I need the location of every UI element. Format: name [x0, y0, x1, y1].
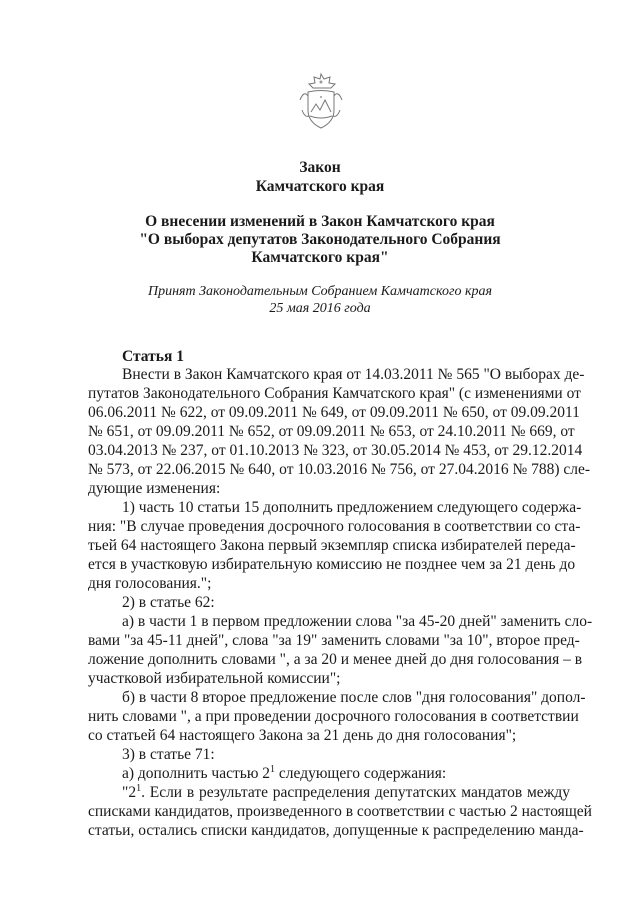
body-line: со статьей 64 настоящего Закона за 21 день до дня голосования"; — [88, 727, 517, 744]
law-subject-line1: О внесении изменений в Закон Камчатского края — [145, 213, 495, 230]
adoption-date: 25 мая 2016 года — [269, 301, 371, 316]
body-line: путатов Законодательного Собрания Камчатского края" (с изменениями от — [88, 385, 581, 402]
body-line: ложение дополнить словами ", а за 20 и менее дней до дня голосования – в — [88, 651, 583, 668]
body-line: участковой избирательной комиссии"; — [88, 670, 341, 687]
body-line: а) в части 1 в первом предложении слова "за 45-20 дней" заменить сло- — [122, 613, 593, 630]
document-title-line1: Закон — [299, 159, 341, 176]
body-line — [122, 784, 570, 802]
law-subject-line3: Камчатского края" — [251, 249, 389, 266]
adoption-note-line1: Принят Законодательным Собранием Камчатского края — [147, 284, 493, 299]
article-heading: Статья 1 — [122, 348, 184, 365]
body-line: вами "за 45-11 дней", слова "за 19" заменить словами "за 10", второе пред- — [88, 632, 580, 649]
body-text: а) дополнить частью 2 — [122, 765, 271, 782]
body-line: № 651, от 09.09.2011 № 652, от 09.09.2011 № 653, от 24.10.2011 № 669, от — [88, 423, 575, 440]
superscript: 1 — [270, 763, 276, 775]
body-line: 2) в статье 62: — [122, 594, 215, 611]
body-line: 1) часть 10 статьи 15 дополнить предложением следующего содержа- — [122, 499, 582, 516]
body-text: следующего содержания: — [278, 765, 447, 782]
body-line: б) в части 8 второе предложение после слов "дня голосования" допол- — [122, 689, 586, 706]
body-line: списками кандидатов, произведенного в соответствии с частью 2 настоящей — [88, 803, 592, 820]
document-title-line2: Камчатского края — [255, 178, 385, 195]
body-line: 3) в статье 71: — [122, 746, 215, 763]
body-text: . Если в результате распределения депутатских мандатов между — [141, 784, 570, 801]
coat-of-arms-emblem — [296, 70, 346, 132]
body-line — [122, 765, 570, 783]
body-line: ется в участковую избирательную комиссию не позднее чем за 21 день до — [88, 556, 576, 573]
body-line: тьей 64 настоящего Закона первый экземпляр списка избирателей переда- — [88, 537, 576, 554]
superscript: 1 — [136, 782, 142, 794]
body-line: № 573, от 22.06.2015 № 640, от 10.03.2016 № 756, от 27.04.2016 № 788) сле- — [88, 461, 591, 478]
body-line: статьи, остались списки кандидатов, допущенные к распределению манда- — [88, 822, 584, 839]
body-line: ния: "В случае проведения досрочного голосования в соответствии со ста- — [88, 518, 581, 535]
body-line: дующие изменения: — [88, 480, 221, 497]
law-subject-line2: "О выборах депутатов Законодательного Собрания — [139, 231, 501, 248]
body-line: нить словами ", а при проведении досрочного голосования в соответствии — [88, 708, 579, 725]
body-line: 03.04.2013 № 237, от 01.10.2013 № 323, от 30.05.2014 № 453, от 29.12.2014 — [88, 442, 583, 459]
body-line: дня голосования."; — [88, 575, 212, 592]
body-line: 06.06.2011 № 622, от 09.09.2011 № 649, от 09.09.2011 № 650, от 09.09.2011 — [88, 404, 580, 421]
body-line: Внести в Закон Камчатского края от 14.03.2011 № 565 "О выборах де- — [122, 366, 585, 383]
body-text: "2 — [122, 784, 137, 801]
